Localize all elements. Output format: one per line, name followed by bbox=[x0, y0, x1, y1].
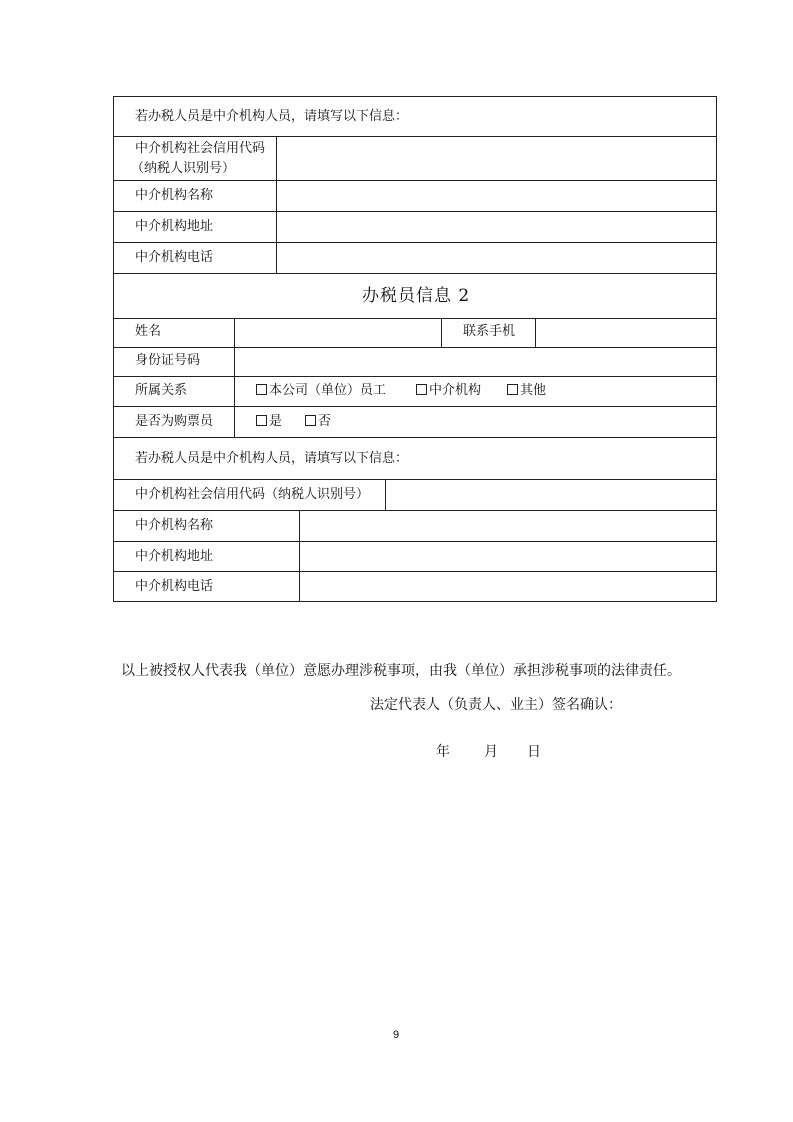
agency-name-field-2[interactable] bbox=[301, 512, 715, 540]
mobile-field[interactable] bbox=[537, 320, 715, 346]
row-divider bbox=[113, 479, 717, 480]
checkbox-icon bbox=[416, 384, 427, 395]
column-divider bbox=[385, 479, 386, 510]
relation-option-label: 本公司（单位）员工 bbox=[269, 383, 387, 398]
column-divider bbox=[535, 318, 536, 347]
agency-note-2: 若办税人员是中介机构人员，请填写以下信息： bbox=[135, 451, 409, 466]
row-divider bbox=[113, 406, 717, 407]
row-divider bbox=[113, 136, 717, 137]
agency-phone-label: 中介机构电话 bbox=[135, 250, 214, 265]
agency-name-label: 中介机构名称 bbox=[135, 188, 214, 203]
buyer-option-yes[interactable] bbox=[256, 414, 282, 430]
date-month: 月 bbox=[484, 744, 498, 760]
agency-phone-field[interactable] bbox=[278, 244, 715, 272]
column-divider bbox=[276, 136, 277, 273]
agency-credit-code-label-2: 中介机构社会信用代码（纳税人识别号） bbox=[135, 487, 370, 502]
buyer-label: 是否为购票员 bbox=[135, 414, 214, 429]
column-divider bbox=[441, 318, 442, 347]
agency-phone-field-2[interactable] bbox=[301, 573, 715, 601]
agency-name-label-2: 中介机构名称 bbox=[135, 518, 214, 533]
agency-credit-code-field-2[interactable] bbox=[387, 481, 715, 509]
buyer-option-label: 是 bbox=[269, 414, 283, 429]
authorization-statement: 以上被授权人代表我（单位）意愿办理涉税事项，由我（单位）承担涉税事项的法律责任。 bbox=[121, 663, 681, 679]
column-divider bbox=[234, 318, 235, 437]
buyer-option-label: 否 bbox=[318, 414, 332, 429]
agency-address-label-2: 中介机构地址 bbox=[135, 549, 214, 564]
agency-credit-code-label-sub: （纳税人识别号） bbox=[131, 161, 236, 176]
row-divider bbox=[113, 437, 717, 438]
date-year: 年 bbox=[436, 744, 450, 760]
relation-label: 所属关系 bbox=[135, 383, 188, 398]
agency-address-label: 中介机构地址 bbox=[135, 219, 214, 234]
checkbox-icon bbox=[305, 415, 316, 426]
mobile-label: 联系手机 bbox=[463, 324, 516, 339]
agency-name-field[interactable] bbox=[278, 182, 715, 210]
checkbox-icon bbox=[507, 384, 518, 395]
id-number-field[interactable] bbox=[236, 349, 715, 375]
agency-note: 若办税人员是中介机构人员，请填写以下信息： bbox=[135, 109, 409, 124]
checkbox-icon bbox=[256, 384, 267, 395]
relation-option-other[interactable] bbox=[507, 383, 546, 399]
id-number-label: 身份证号码 bbox=[135, 353, 201, 368]
section-title: 办税员信息 2 bbox=[362, 286, 471, 306]
relation-option-label: 中介机构 bbox=[429, 383, 482, 398]
name-label: 姓名 bbox=[135, 324, 162, 339]
column-divider bbox=[299, 510, 300, 602]
row-divider bbox=[113, 541, 717, 542]
row-divider bbox=[113, 318, 717, 319]
page-number: 9 bbox=[393, 1029, 400, 1041]
checkbox-icon bbox=[256, 415, 267, 426]
relation-option-agency[interactable] bbox=[416, 383, 481, 399]
row-divider bbox=[113, 510, 717, 511]
row-divider bbox=[113, 571, 717, 572]
row-divider bbox=[113, 273, 717, 274]
agency-credit-code-field[interactable] bbox=[278, 138, 715, 179]
row-divider bbox=[113, 376, 717, 377]
row-divider bbox=[113, 211, 717, 212]
name-field[interactable] bbox=[236, 320, 440, 346]
relation-option-label: 其他 bbox=[520, 383, 547, 398]
row-divider bbox=[113, 347, 717, 348]
agency-phone-label-2: 中介机构电话 bbox=[135, 579, 214, 594]
agency-address-field-2[interactable] bbox=[301, 543, 715, 570]
relation-option-employee[interactable] bbox=[256, 383, 386, 399]
row-divider bbox=[113, 242, 717, 243]
row-divider bbox=[113, 180, 717, 181]
date-day: 日 bbox=[527, 744, 541, 760]
agency-address-field[interactable] bbox=[278, 213, 715, 241]
agency-credit-code-label: 中介机构社会信用代码 bbox=[135, 141, 266, 156]
buyer-option-no[interactable] bbox=[305, 414, 331, 430]
signature-prompt: 法定代表人（负责人、业主）签名确认： bbox=[370, 697, 622, 713]
